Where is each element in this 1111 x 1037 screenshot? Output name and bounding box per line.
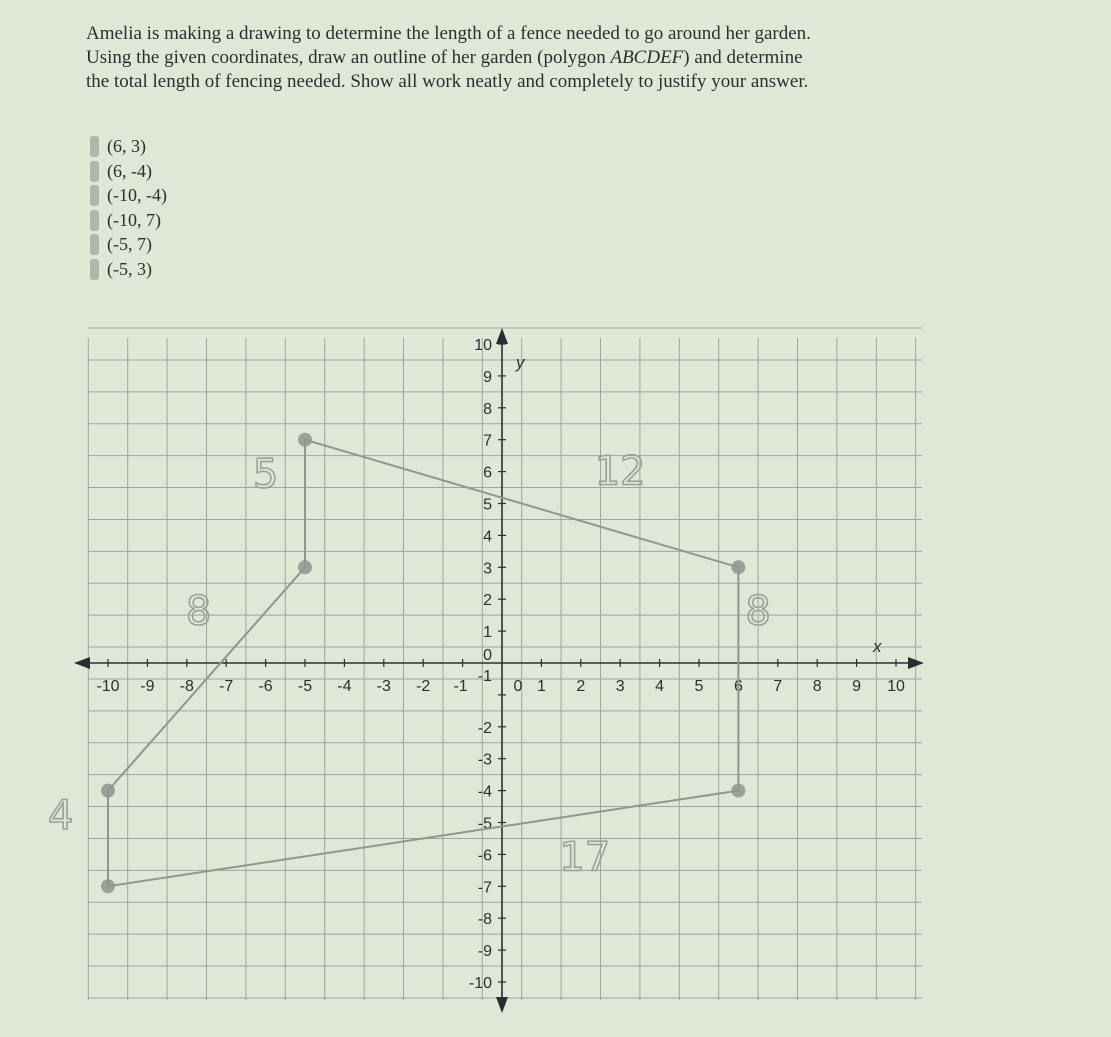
handwritten-side-length: 8 <box>745 588 771 635</box>
y-tick-label: 10 <box>474 337 492 354</box>
y-tick-label: -1 <box>477 668 492 685</box>
y-tick-label: 2 <box>483 592 492 610</box>
y-tick-label: -4 <box>477 783 492 801</box>
y-tick-label: 1 <box>483 624 492 642</box>
handwritten-side-length: 17 <box>559 834 611 881</box>
handwritten-side-length: 8 <box>185 588 212 635</box>
y-tick-label: 4 <box>483 528 492 546</box>
grid-lines <box>88 328 922 1000</box>
axes <box>74 328 924 1013</box>
x-tick-label: -4 <box>337 678 352 695</box>
x-tick-label: 1 <box>536 678 546 695</box>
x-tick-label: -1 <box>453 678 468 695</box>
y-tick-label: -10 <box>468 975 492 992</box>
x-axis-arrow-left-icon <box>74 657 90 669</box>
y-tick-label: 9 <box>483 368 492 386</box>
y-tick-label: 0 <box>483 647 492 664</box>
handwritten-side-length: 4 <box>47 792 74 839</box>
y-axis-label: y <box>516 353 525 372</box>
x-tick-label: 4 <box>655 678 665 695</box>
x-tick-label: 5 <box>694 678 704 695</box>
y-tick-label: -6 <box>477 847 492 865</box>
plotted-point <box>298 433 312 447</box>
x-tick-label: 9 <box>852 678 862 695</box>
y-tick-label: 3 <box>483 560 492 578</box>
x-tick-label: 0 <box>513 678 523 695</box>
y-tick-label: -9 <box>477 943 492 961</box>
coordinate-text: (6, -4) <box>107 160 152 181</box>
problem-line-2-start: Using the given coordinates, draw an outline of her garden (polygon <box>86 47 611 68</box>
x-tick-label: -9 <box>140 678 155 695</box>
x-axis-label: x <box>873 637 882 656</box>
x-tick-label: 3 <box>615 678 625 695</box>
y-tick-label: -3 <box>477 751 492 769</box>
y-tick-label: 7 <box>483 432 492 450</box>
coordinate-text: (-5, 3) <box>107 258 152 279</box>
coordinate-text: (-10, -4) <box>107 185 167 205</box>
coordinate-text: (6, 3) <box>107 136 146 156</box>
plotted-point <box>101 784 115 798</box>
y-tick-label: -7 <box>477 879 492 897</box>
y-axis-arrow-down-icon <box>496 997 508 1013</box>
plotted-point <box>101 879 115 893</box>
coordinate-text: (-10, 7) <box>107 209 161 230</box>
tick-labels <box>96 337 905 992</box>
x-tick-label: -8 <box>179 678 194 695</box>
y-tick-label: 6 <box>483 464 492 482</box>
x-tick-label: -3 <box>376 678 391 695</box>
y-tick-label: 8 <box>483 400 492 418</box>
x-tick-label: -5 <box>297 678 313 695</box>
x-tick-label: -2 <box>416 678 431 695</box>
x-tick-label: 2 <box>576 678 586 695</box>
problem-line-1: Amelia is making a drawing to determine the length of a fence needed to go around her garden. <box>86 23 811 44</box>
coordinate-text: (-5, 7) <box>107 234 152 254</box>
plotted-point <box>731 784 745 798</box>
x-tick-label: 10 <box>887 678 905 695</box>
y-tick-label: -8 <box>477 911 492 929</box>
problem-line-3: the total length of fencing needed. Show all work neatly and completely to justify your answer. <box>86 71 809 92</box>
plotted-point <box>298 560 312 574</box>
y-tick-label: -2 <box>477 719 492 737</box>
x-tick-label: -7 <box>219 678 234 695</box>
x-tick-label: -10 <box>96 678 120 695</box>
problem-line-2-end: ) and determine <box>683 47 803 68</box>
handwritten-side-length: 12 <box>594 448 646 495</box>
handwritten-labels <box>48 448 771 880</box>
y-tick-label: -5 <box>477 815 492 833</box>
x-tick-label: 8 <box>812 678 822 695</box>
y-axis-arrow-icon <box>496 328 508 344</box>
plotted-point <box>731 560 745 574</box>
handwritten-side-length: 5 <box>252 451 279 498</box>
x-tick-label: 7 <box>773 678 783 695</box>
x-tick-label: -6 <box>258 678 273 695</box>
y-tick-label: 5 <box>483 496 492 514</box>
polygon-name: ABCDEF <box>610 47 684 68</box>
x-tick-label: 6 <box>733 678 743 695</box>
